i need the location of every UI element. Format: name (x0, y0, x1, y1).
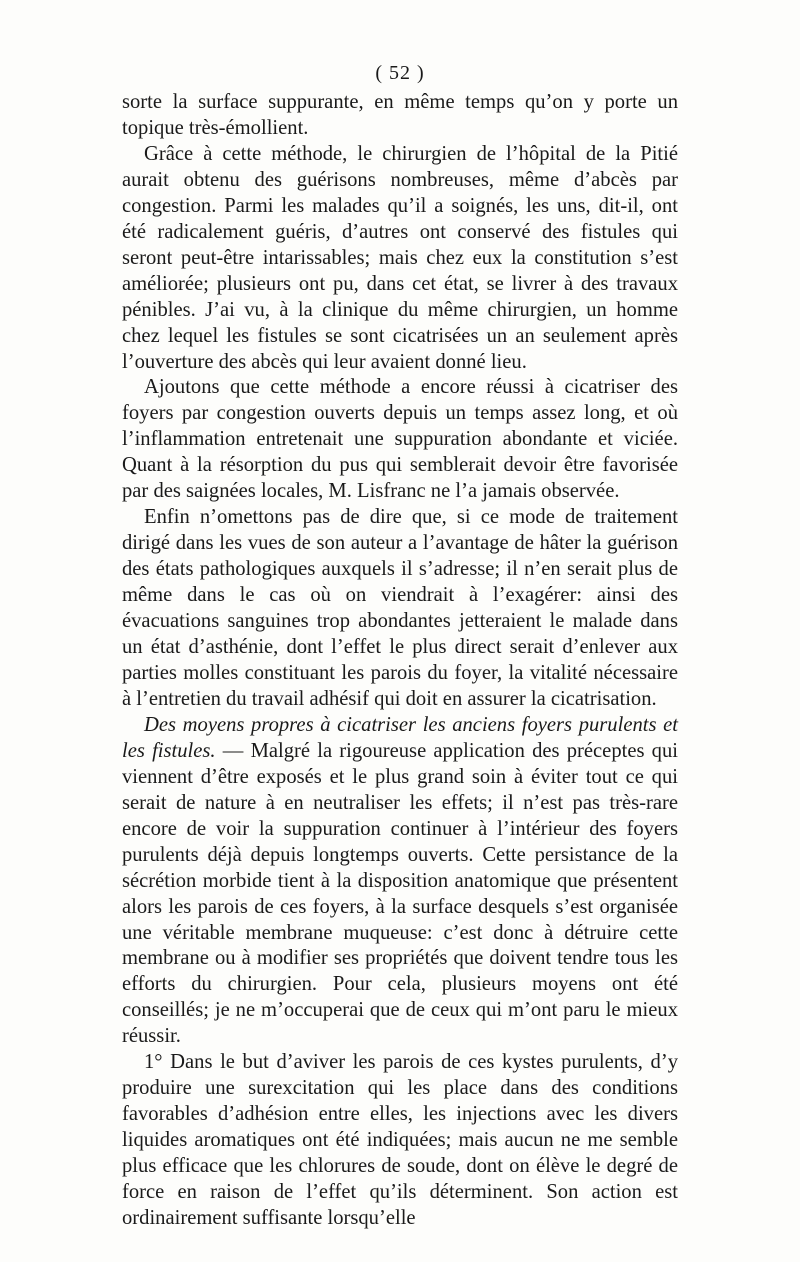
paragraph-1: sorte la surface suppurante, en même temps qu’on y porte un topique très-émollient. (122, 91, 678, 139)
paragraph-4: Enfin n’omettons pas de dire que, si ce mode de traitement dirigé dans les vues de son auteur a l’avantage de hâter la guérison des états pathologiques auxquels il s’adresse; il n’en serait plus de même dans le cas où on viendrait à l’exagérer: ainsi des évacuations sanguines trop abondantes jetteraient le malade dans un état d’asthénie, dont l’effet le plus direct serait d’enlever aux parties molles constituant les parois du foyer, la vitalité nécessaire à l’entretien du travail adhésif qui doit en assurer la cicatrisation. (122, 506, 678, 710)
paragraph-5 (122, 713, 678, 1050)
section-body: — Malgré la rigoureuse application des préceptes qui viennent d’être exposés et le plus grand soin à éviter tout ce qui serait de nature à en neutraliser les effets; il n’est pas très-rare encore de voir la suppuration continuer à l’intérieur des foyers purulents déjà depuis longtemps ouverts. Cette persistance de la sécrétion morbide tient à la disposition anatomique que présentent alors les parois de ces foyers, à la surface desquels s’est organisée une véritable membrane muqueuse: c’est donc à détruire cette membrane ou à modifier ses propriétés que doivent tendre tous les efforts du chirurgien. Pour cela, plusieurs moyens ont été conseillés; je ne m’occuperai que de ceux qui m’ont paru le mieux réussir. (122, 739, 678, 1048)
paragraph-6: 1° Dans le but d’aviver les parois de ces kystes purulents, d’y produire une surexcitation qui les place dans des conditions favorables d’adhésion entre elles, les injections avec les divers liquides aromatiques ont été indiquées; mais aucun ne me semble plus efficace que les chlorures de soude, dont on élève le degré de force en raison de l’effet qu’ils déterminent. Son action est ordinairement suffisante lorsqu’elle (122, 1051, 678, 1229)
paragraph-2: Grâce à cette méthode, le chirurgien de l’hôpital de la Pitié aurait obtenu des guérisons nombreuses, même d’abcès par congestion. Parmi les malades qu’il a soignés, les uns, dit-il, ont été radicalement guéris, d’autres ont conservé des fistules qui seront peut-être intarissables; mais chez eux la constitution s’est améliorée; plusieurs ont pu, dans cet état, se livrer à des travaux pénibles. J’ai vu, à la clinique du même chirurgien, un homme chez lequel les fistules se sont cicatrisées un an seulement après l’ouverture des abcès qui leur avaient donné lieu. (122, 142, 678, 373)
body-text (122, 90, 678, 1232)
page-number: ( 52 ) (375, 62, 425, 84)
section-heading: Des moyens propres à cicatriser les anciens foyers purulents et les fistules. (122, 713, 678, 762)
paragraph-3: Ajoutons que cette méthode a encore réussi à cicatriser des foyers par congestion ouverts depuis un temps assez long, et où l’inflammation entretenait une suppuration abondante et viciée. Quant à la résorption du pus qui semblerait devoir être favorisée par des saignées locales, M. Lisfranc ne l’a jamais observée. (122, 376, 678, 503)
